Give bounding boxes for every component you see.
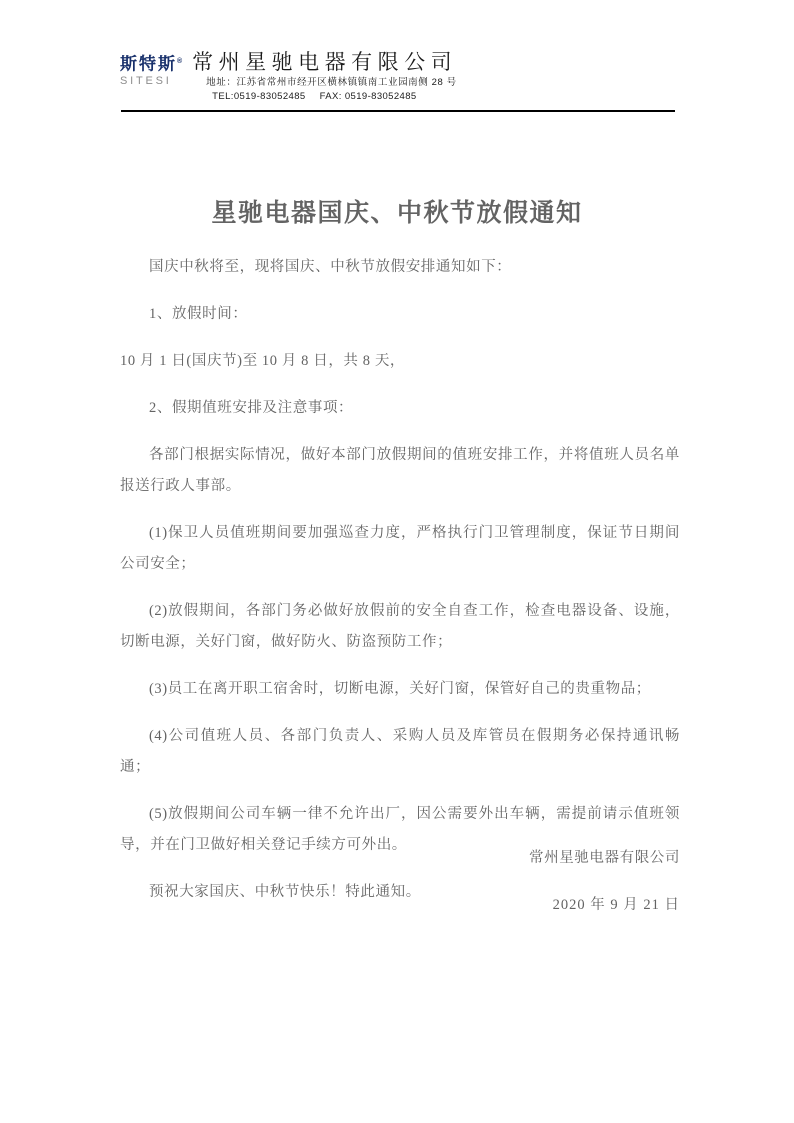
company-contact: [212, 90, 416, 103]
notice-item-5: (5)放假期间公司车辆一律不允许出厂，因公需要外出车辆，需提前请示值班领导，并在门卫做好相关登记手续方可外出。: [120, 806, 680, 853]
company-address: 地址：江苏省常州市经开区横林镇镇南工业园南侧 28 号: [206, 77, 457, 88]
intro-paragraph: 国庆中秋将至，现将国庆、中秋节放假安排通知如下：: [149, 259, 512, 275]
letterhead-row: [120, 50, 676, 103]
document-body: [120, 252, 680, 924]
logo-latin-label: SITESI: [120, 74, 172, 87]
signature-date: 2020 年 9 月 21 日: [552, 897, 680, 913]
notice-item-4: (4)公司值班人员、各部门负责人、采购人员及库管员在假期务必保持通讯畅通；: [120, 728, 680, 775]
closing-paragraph: 预祝大家国庆、中秋节快乐！特此通知。: [149, 884, 421, 900]
section-1-text: 10 月 1 日(国庆节)至 10 月 8 日，共 8 天，: [120, 353, 406, 369]
letterhead: [120, 50, 676, 103]
notice-item-1: (1)保卫人员值班期间要加强巡查力度，严格执行门卫管理制度，保证节日期间公司安全；: [120, 525, 680, 572]
signature-block: [120, 843, 680, 921]
company-name: 常州星驰电器有限公司: [192, 50, 458, 74]
section-2-intro: 各部门根据实际情况，做好本部门放假期间的值班安排工作，并将值班人员名单报送行政人事部。: [120, 447, 680, 494]
logo-chinese-text: [120, 52, 182, 74]
section-2-heading: 2、假期值班安排及注意事项：: [149, 400, 354, 416]
signature-company: 常州星驰电器有限公司: [529, 850, 680, 866]
company-tel: TEL:0519-83052485: [212, 91, 306, 102]
document-title: 星驰电器国庆、中秋节放假通知: [211, 200, 583, 227]
registered-trademark-icon: ®: [177, 58, 183, 65]
company-info: [192, 50, 676, 103]
company-fax: FAX: 0519-83052485: [319, 91, 417, 102]
company-logo: [120, 50, 182, 88]
letterhead-divider: [121, 110, 675, 112]
notice-item-3: (3)员工在离开职工宿舍时，切断电源，关好门窗，保管好自己的贵重物品；: [149, 681, 651, 697]
notice-item-2: (2)放假期间，各部门务必做好放假前的安全自查工作，检查电器设备、设施，切断电源，关好门窗，做好防火、防盗预防工作；: [120, 603, 680, 650]
logo-chinese-label: 斯特斯: [120, 54, 177, 74]
section-1-heading: 1、放假时间：: [149, 306, 248, 322]
